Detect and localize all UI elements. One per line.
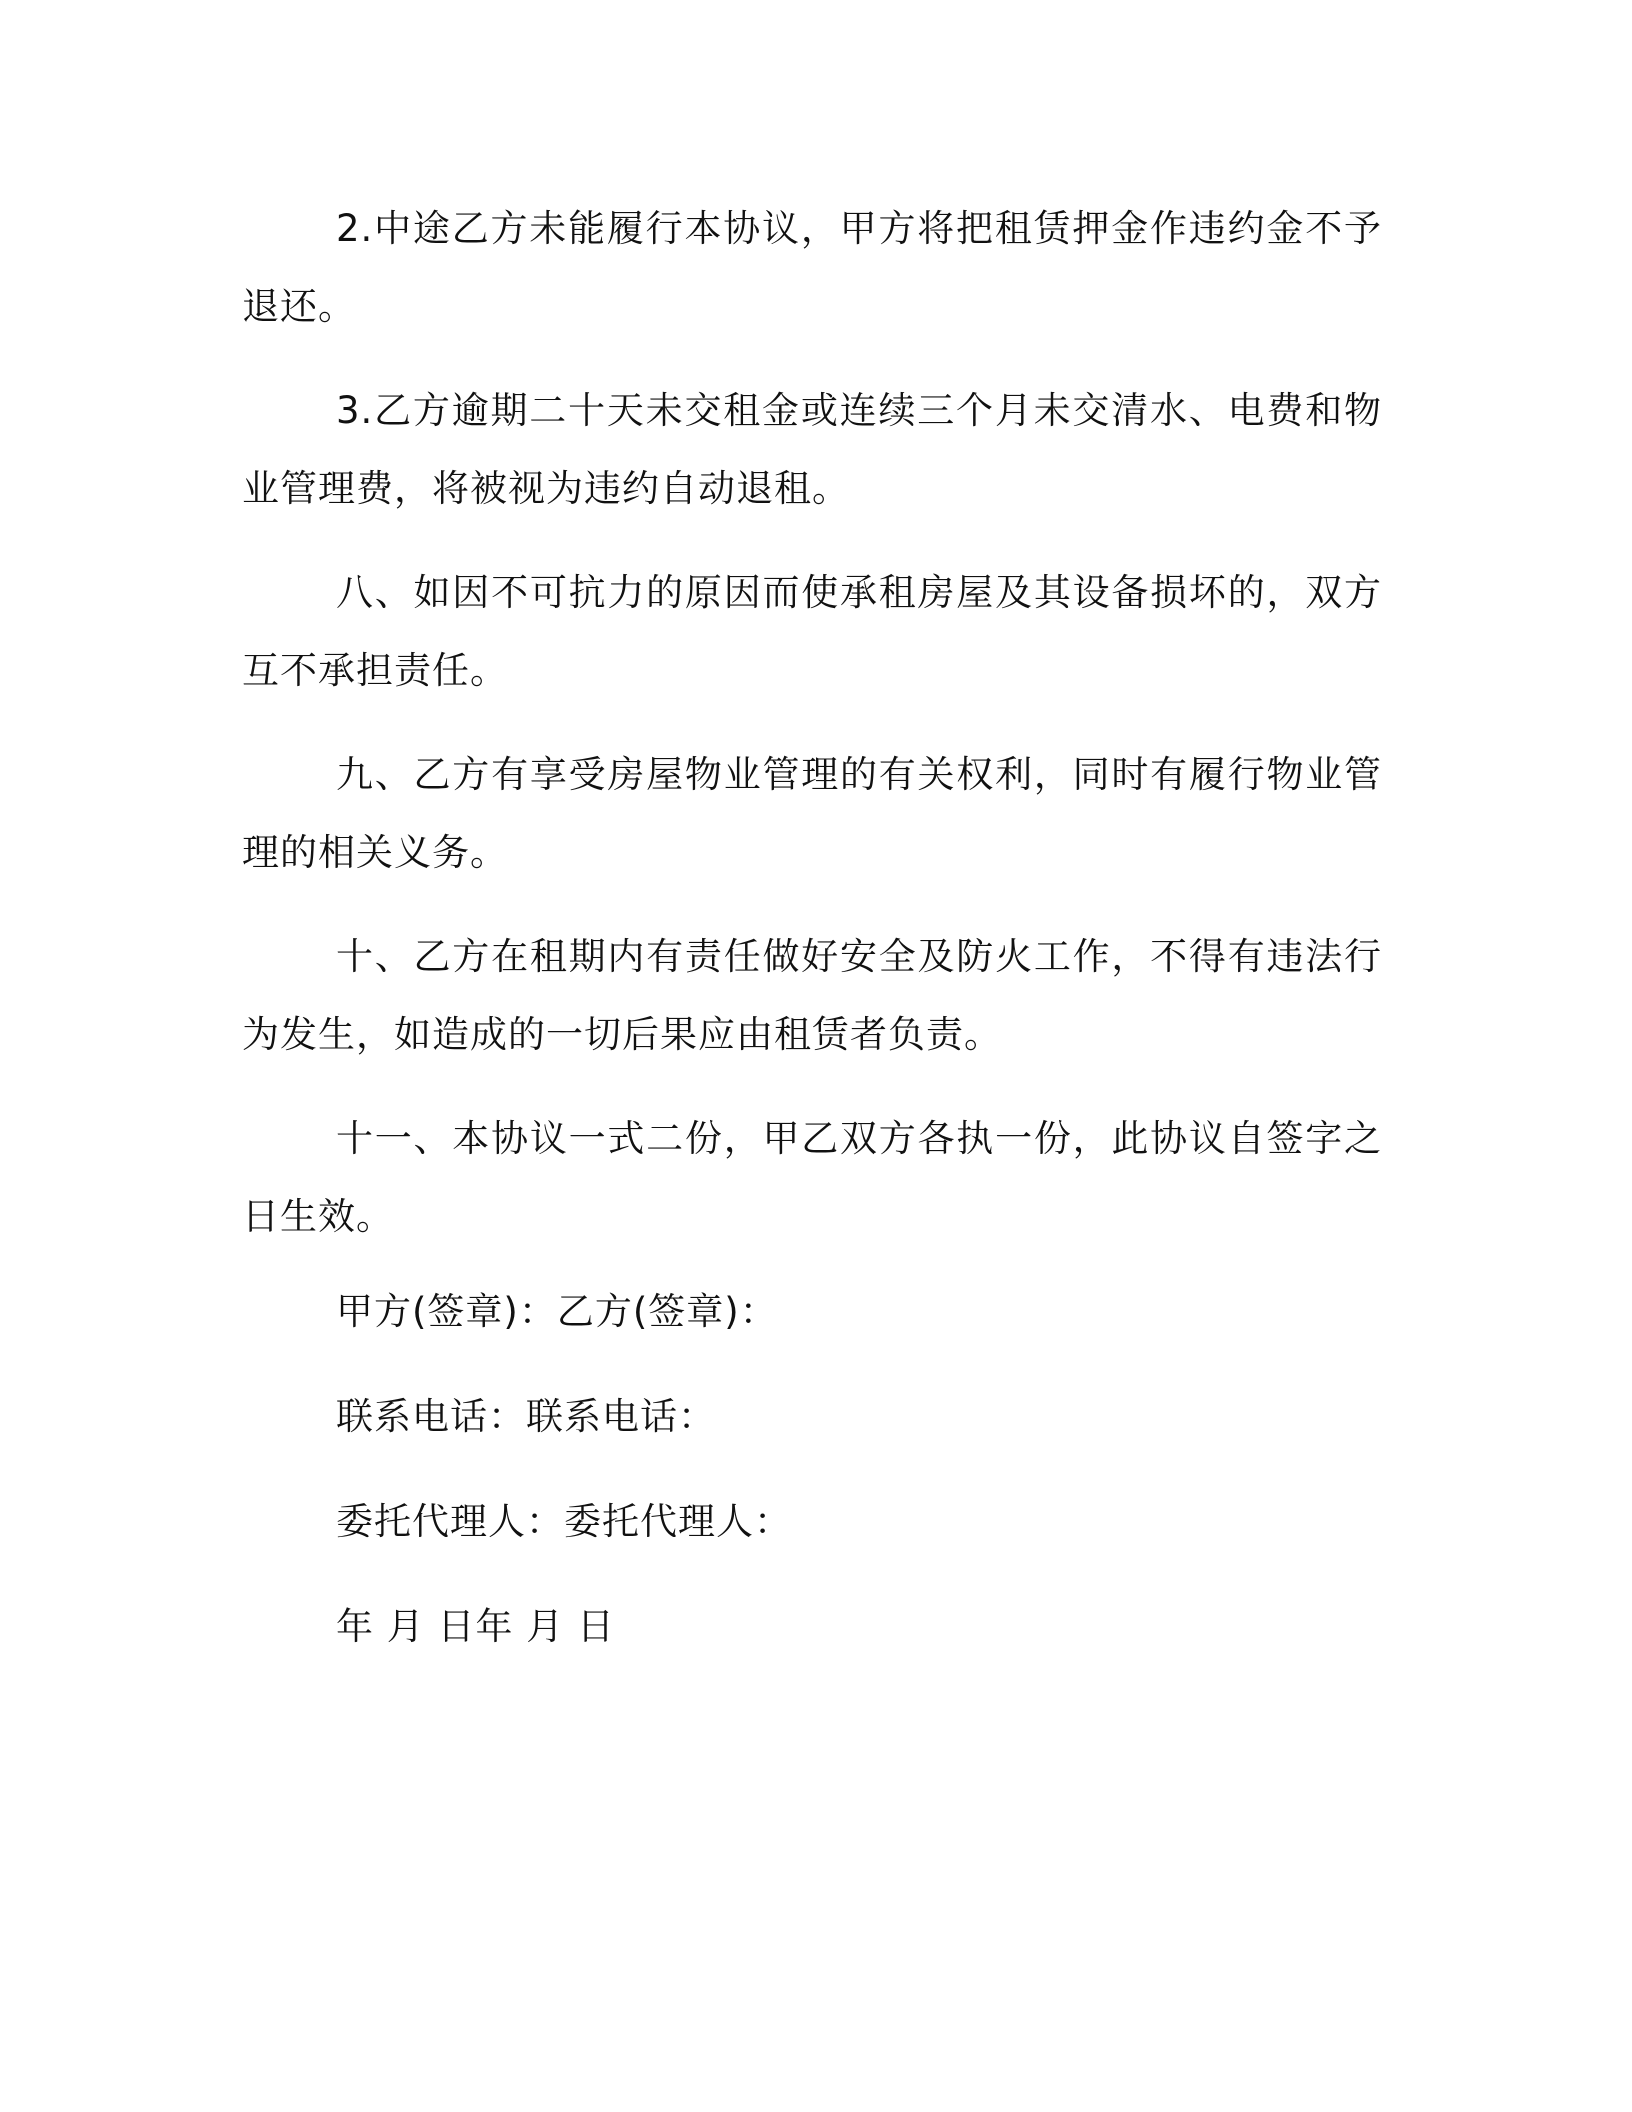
clause-paragraph: 八、如因不可抗力的原因而使承租房屋及其设备损坏的，双方互不承担责任。 [242, 571, 1382, 692]
signature-line-agent: 委托代理人：委托代理人： [336, 1500, 792, 1543]
clause-paragraph: 十一、本协议一式二份，甲乙双方各执一份，此协议自签字之日生效。 [242, 1117, 1382, 1238]
clause-paragraph: 九、乙方有享受房屋物业管理的有关权利，同时有履行物业管理的相关义务。 [242, 753, 1382, 874]
clause-paragraph: 十、乙方在租期内有责任做好安全及防火工作，不得有违法行为发生，如造成的一切后果应由租赁者负责。 [242, 935, 1382, 1056]
clause-paragraph: 2.中途乙方未能履行本协议，甲方将把租赁押金作违约金不予退还。 [242, 207, 1382, 328]
clause-paragraph: 3.乙方逾期二十天未交租金或连续三个月未交清水、电费和物业管理费，将被视为违约自动退租。 [242, 389, 1382, 510]
document-body [242, 190, 1382, 1702]
signature-line-party: 甲方(签章)：乙方(签章)： [336, 1290, 778, 1333]
signature-line-phone: 联系电话：联系电话： [336, 1395, 716, 1438]
signature-line-date: 年 月 日年 月 日 [336, 1605, 616, 1648]
